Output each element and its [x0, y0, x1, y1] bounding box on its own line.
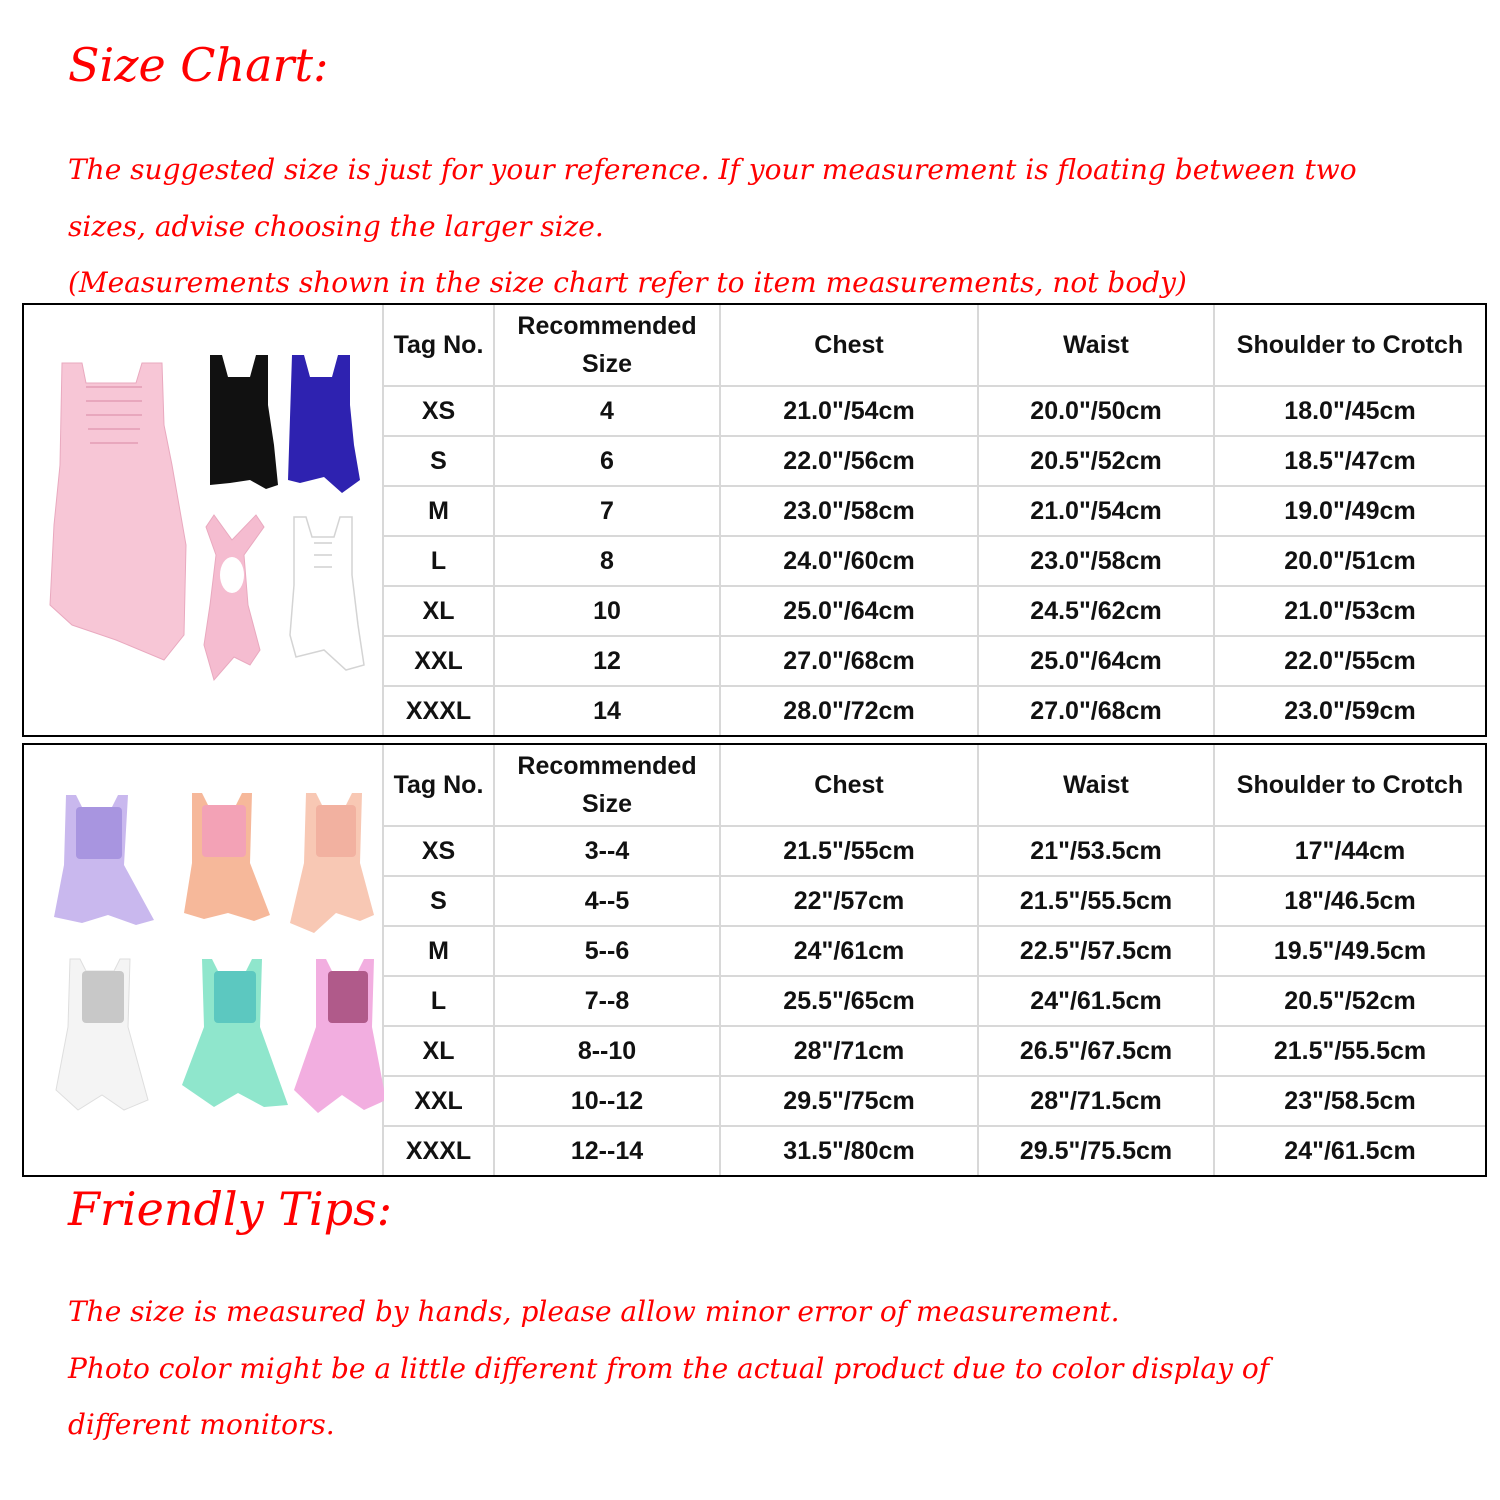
cell-shoulder: 21.0"/53cm [1214, 586, 1485, 636]
cell-size: 4--5 [494, 876, 720, 926]
cell-chest: 24"/61cm [720, 926, 978, 976]
lavender-sequin-dress-icon [54, 795, 154, 925]
table-row [384, 1026, 1485, 1076]
cell-size: 6 [494, 436, 720, 486]
cell-waist: 27.0"/68cm [978, 686, 1214, 735]
table-header-row [384, 745, 1485, 826]
table-row [384, 436, 1485, 486]
cell-size: 3--4 [494, 826, 720, 876]
table-row [384, 876, 1485, 926]
cell-shoulder: 22.0"/55cm [1214, 636, 1485, 686]
product-image-set-2 [24, 745, 384, 1175]
dress-illustrations-1 [24, 305, 384, 735]
cell-waist: 22.5"/57.5cm [978, 926, 1214, 976]
cell-size: 10 [494, 586, 720, 636]
cell-size: 12 [494, 636, 720, 686]
cell-size: 5--6 [494, 926, 720, 976]
size-table-block-2 [22, 743, 1487, 1177]
table-row [384, 686, 1485, 735]
cell-tag: XS [384, 386, 494, 436]
header-chest: Chest [720, 305, 978, 386]
size-chart-title: Size Chart: [68, 38, 329, 92]
salmon-sequin-dress-icon [290, 793, 374, 933]
header-shoulder-to-crotch: Shoulder to Crotch [1214, 745, 1485, 826]
cell-chest: 22"/57cm [720, 876, 978, 926]
cell-tag: L [384, 976, 494, 1026]
cell-chest: 23.0"/58cm [720, 486, 978, 536]
cell-tag: XS [384, 826, 494, 876]
cell-size: 8 [494, 536, 720, 586]
header-shoulder-to-crotch: Shoulder to Crotch [1214, 305, 1485, 386]
peach-sequin-dress-icon [184, 793, 270, 921]
table-row [384, 1076, 1485, 1126]
table-header-row [384, 305, 1485, 386]
cell-chest: 31.5"/80cm [720, 1126, 978, 1175]
cell-waist: 24"/61.5cm [978, 976, 1214, 1026]
cell-tag: XXXL [384, 686, 494, 735]
cell-waist: 29.5"/75.5cm [978, 1126, 1214, 1175]
cell-tag: XXL [384, 636, 494, 686]
header-waist: Waist [978, 305, 1214, 386]
cell-tag: S [384, 436, 494, 486]
table-row [384, 976, 1485, 1026]
tips-line-1: The size is measured by hands, please allow minor error of measurement. [68, 1295, 1120, 1328]
cell-shoulder: 19.0"/49cm [1214, 486, 1485, 536]
cell-size: 7--8 [494, 976, 720, 1026]
cell-size: 10--12 [494, 1076, 720, 1126]
cell-size: 8--10 [494, 1026, 720, 1076]
header-waist: Waist [978, 745, 1214, 826]
size-note-line-3: (Measurements shown in the size chart refer to item measurements, not body) [68, 266, 1187, 299]
cell-chest: 22.0"/56cm [720, 436, 978, 486]
white-sequin-dress-icon [56, 959, 148, 1110]
cell-shoulder: 20.0"/51cm [1214, 536, 1485, 586]
size-note-line-2: sizes, advise choosing the larger size. [68, 210, 604, 243]
cell-waist: 21"/53.5cm [978, 826, 1214, 876]
cell-size: 4 [494, 386, 720, 436]
mint-sequin-dress-icon [182, 959, 288, 1107]
cell-chest: 21.5"/55cm [720, 826, 978, 876]
cell-shoulder: 23"/58.5cm [1214, 1076, 1485, 1126]
cell-waist: 23.0"/58cm [978, 536, 1214, 586]
cell-shoulder: 20.5"/52cm [1214, 976, 1485, 1026]
size-table-2 [384, 745, 1485, 1175]
table-row [384, 926, 1485, 976]
cell-size: 12--14 [494, 1126, 720, 1175]
tips-line-3: different monitors. [68, 1408, 335, 1441]
cell-tag: M [384, 486, 494, 536]
pink-back-dress-icon [204, 515, 264, 680]
cell-chest: 25.5"/65cm [720, 976, 978, 1026]
cell-size: 7 [494, 486, 720, 536]
cell-size: 14 [494, 686, 720, 735]
cell-chest: 24.0"/60cm [720, 536, 978, 586]
header-chest: Chest [720, 745, 978, 826]
cell-waist: 21.5"/55.5cm [978, 876, 1214, 926]
pink-dress-icon [50, 363, 186, 660]
table-row [384, 636, 1485, 686]
size-table-1 [384, 305, 1485, 735]
cell-shoulder: 18.5"/47cm [1214, 436, 1485, 486]
table-row [384, 826, 1485, 876]
cell-tag: XXL [384, 1076, 494, 1126]
cell-shoulder: 23.0"/59cm [1214, 686, 1485, 735]
size-table-block-1 [22, 303, 1487, 737]
header-recommended-size: Recommended Size [494, 745, 720, 826]
dress-illustrations-2 [24, 745, 384, 1175]
cell-shoulder: 21.5"/55.5cm [1214, 1026, 1485, 1076]
cell-waist: 20.0"/50cm [978, 386, 1214, 436]
cell-tag: S [384, 876, 494, 926]
blue-dress-icon [288, 355, 360, 493]
cell-waist: 28"/71.5cm [978, 1076, 1214, 1126]
header-tag-no: Tag No. [384, 745, 494, 826]
cell-tag: XXXL [384, 1126, 494, 1175]
cell-chest: 29.5"/75cm [720, 1076, 978, 1126]
table-row [384, 386, 1485, 436]
pink-sequin-dress-icon [294, 959, 384, 1113]
cell-chest: 21.0"/54cm [720, 386, 978, 436]
cell-chest: 27.0"/68cm [720, 636, 978, 686]
cell-tag: M [384, 926, 494, 976]
table-row [384, 586, 1485, 636]
friendly-tips-title: Friendly Tips: [68, 1182, 393, 1236]
cell-waist: 25.0"/64cm [978, 636, 1214, 686]
cell-shoulder: 17"/44cm [1214, 826, 1485, 876]
black-dress-icon [210, 355, 278, 489]
cell-chest: 25.0"/64cm [720, 586, 978, 636]
cell-tag: L [384, 536, 494, 586]
cell-chest: 28.0"/72cm [720, 686, 978, 735]
table-row [384, 536, 1485, 586]
cell-waist: 24.5"/62cm [978, 586, 1214, 636]
header-recommended-size: Recommended Size [494, 305, 720, 386]
cell-waist: 20.5"/52cm [978, 436, 1214, 486]
table-row [384, 486, 1485, 536]
cell-waist: 26.5"/67.5cm [978, 1026, 1214, 1076]
cell-tag: XL [384, 586, 494, 636]
white-dress-icon [290, 517, 364, 670]
cell-chest: 28"/71cm [720, 1026, 978, 1076]
cell-shoulder: 24"/61.5cm [1214, 1126, 1485, 1175]
cell-shoulder: 19.5"/49.5cm [1214, 926, 1485, 976]
cell-tag: XL [384, 1026, 494, 1076]
cell-shoulder: 18.0"/45cm [1214, 386, 1485, 436]
tips-line-2: Photo color might be a little different from the actual product due to color display of [68, 1352, 1270, 1385]
size-note-line-1: The suggested size is just for your reference. If your measurement is floating between two [68, 153, 1357, 186]
product-image-set-1 [24, 305, 384, 735]
cell-waist: 21.0"/54cm [978, 486, 1214, 536]
header-tag-no: Tag No. [384, 305, 494, 386]
table-row [384, 1126, 1485, 1175]
cell-shoulder: 18"/46.5cm [1214, 876, 1485, 926]
